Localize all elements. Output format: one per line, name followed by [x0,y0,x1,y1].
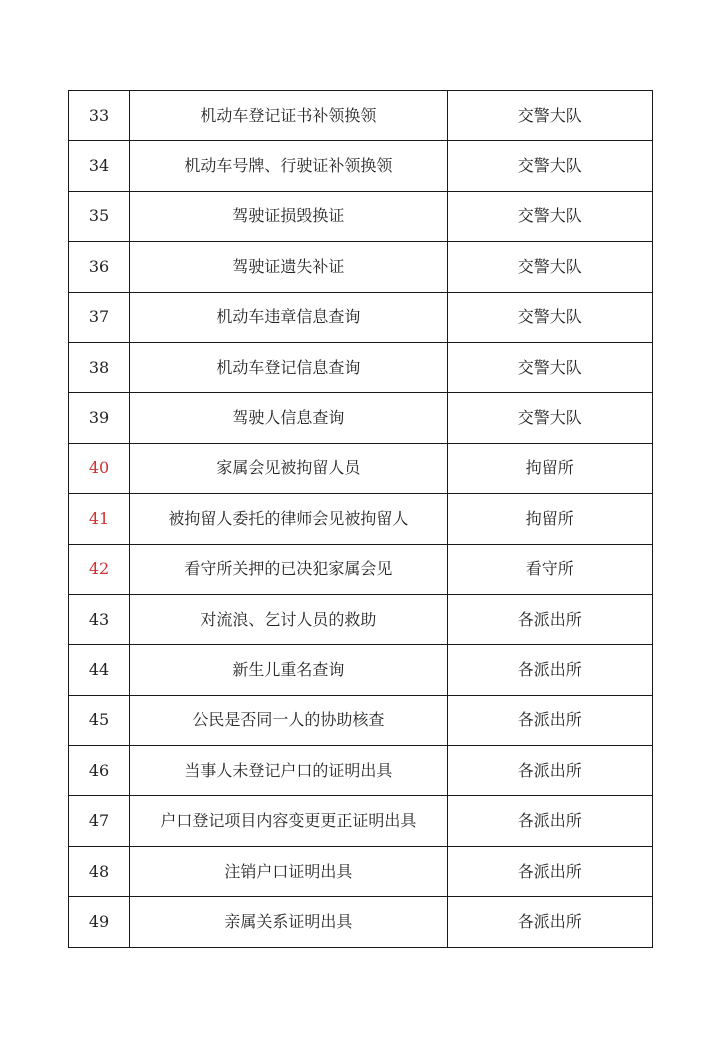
service-item: 驾驶证损毁换证 [130,191,448,241]
table-row [69,746,653,796]
service-item: 看守所关押的已决犯家属会见 [130,544,448,594]
table-row [69,645,653,695]
service-item: 机动车号牌、行驶证补领换领 [130,141,448,191]
table-body [69,91,653,948]
row-number: 48 [69,846,130,896]
service-item: 驾驶人信息查询 [130,393,448,443]
table-row [69,393,653,443]
department: 拘留所 [447,443,652,493]
row-number: 35 [69,191,130,241]
service-item: 公民是否同一人的协助核查 [130,695,448,745]
row-number: 43 [69,594,130,644]
table-row [69,242,653,292]
row-number: 39 [69,393,130,443]
row-number: 36 [69,242,130,292]
department: 交警大队 [447,292,652,342]
table-row [69,796,653,846]
row-number: 42 [69,544,130,594]
service-item: 家属会见被拘留人员 [130,443,448,493]
row-number: 46 [69,746,130,796]
row-number: 40 [69,443,130,493]
department: 交警大队 [447,141,652,191]
service-item: 对流浪、乞讨人员的救助 [130,594,448,644]
row-number: 47 [69,796,130,846]
service-item: 当事人未登记户口的证明出具 [130,746,448,796]
service-items-table [68,90,653,948]
service-item: 驾驶证遗失补证 [130,242,448,292]
department: 交警大队 [447,191,652,241]
table-row [69,846,653,896]
department: 各派出所 [447,695,652,745]
row-number: 44 [69,645,130,695]
table-row [69,594,653,644]
service-item: 新生儿重名查询 [130,645,448,695]
table-row [69,443,653,493]
department: 各派出所 [447,746,652,796]
row-number: 45 [69,695,130,745]
table-row [69,544,653,594]
department: 各派出所 [447,645,652,695]
table-row [69,494,653,544]
service-item: 机动车登记证书补领换领 [130,91,448,141]
row-number: 37 [69,292,130,342]
service-item: 注销户口证明出具 [130,846,448,896]
table-row [69,897,653,947]
table-row [69,141,653,191]
department: 交警大队 [447,393,652,443]
department: 交警大队 [447,342,652,392]
table-row [69,695,653,745]
department: 各派出所 [447,846,652,896]
row-number: 33 [69,91,130,141]
table-row [69,191,653,241]
service-item: 机动车登记信息查询 [130,342,448,392]
department: 看守所 [447,544,652,594]
department: 各派出所 [447,796,652,846]
row-number: 34 [69,141,130,191]
row-number: 41 [69,494,130,544]
service-item: 被拘留人委托的律师会见被拘留人 [130,494,448,544]
department: 各派出所 [447,594,652,644]
row-number: 49 [69,897,130,947]
department: 交警大队 [447,91,652,141]
department: 交警大队 [447,242,652,292]
table-row [69,91,653,141]
service-item: 户口登记项目内容变更更正证明出具 [130,796,448,846]
department: 拘留所 [447,494,652,544]
service-item: 亲属关系证明出具 [130,897,448,947]
table-row [69,342,653,392]
row-number: 38 [69,342,130,392]
table-row [69,292,653,342]
department: 各派出所 [447,897,652,947]
service-item: 机动车违章信息查询 [130,292,448,342]
